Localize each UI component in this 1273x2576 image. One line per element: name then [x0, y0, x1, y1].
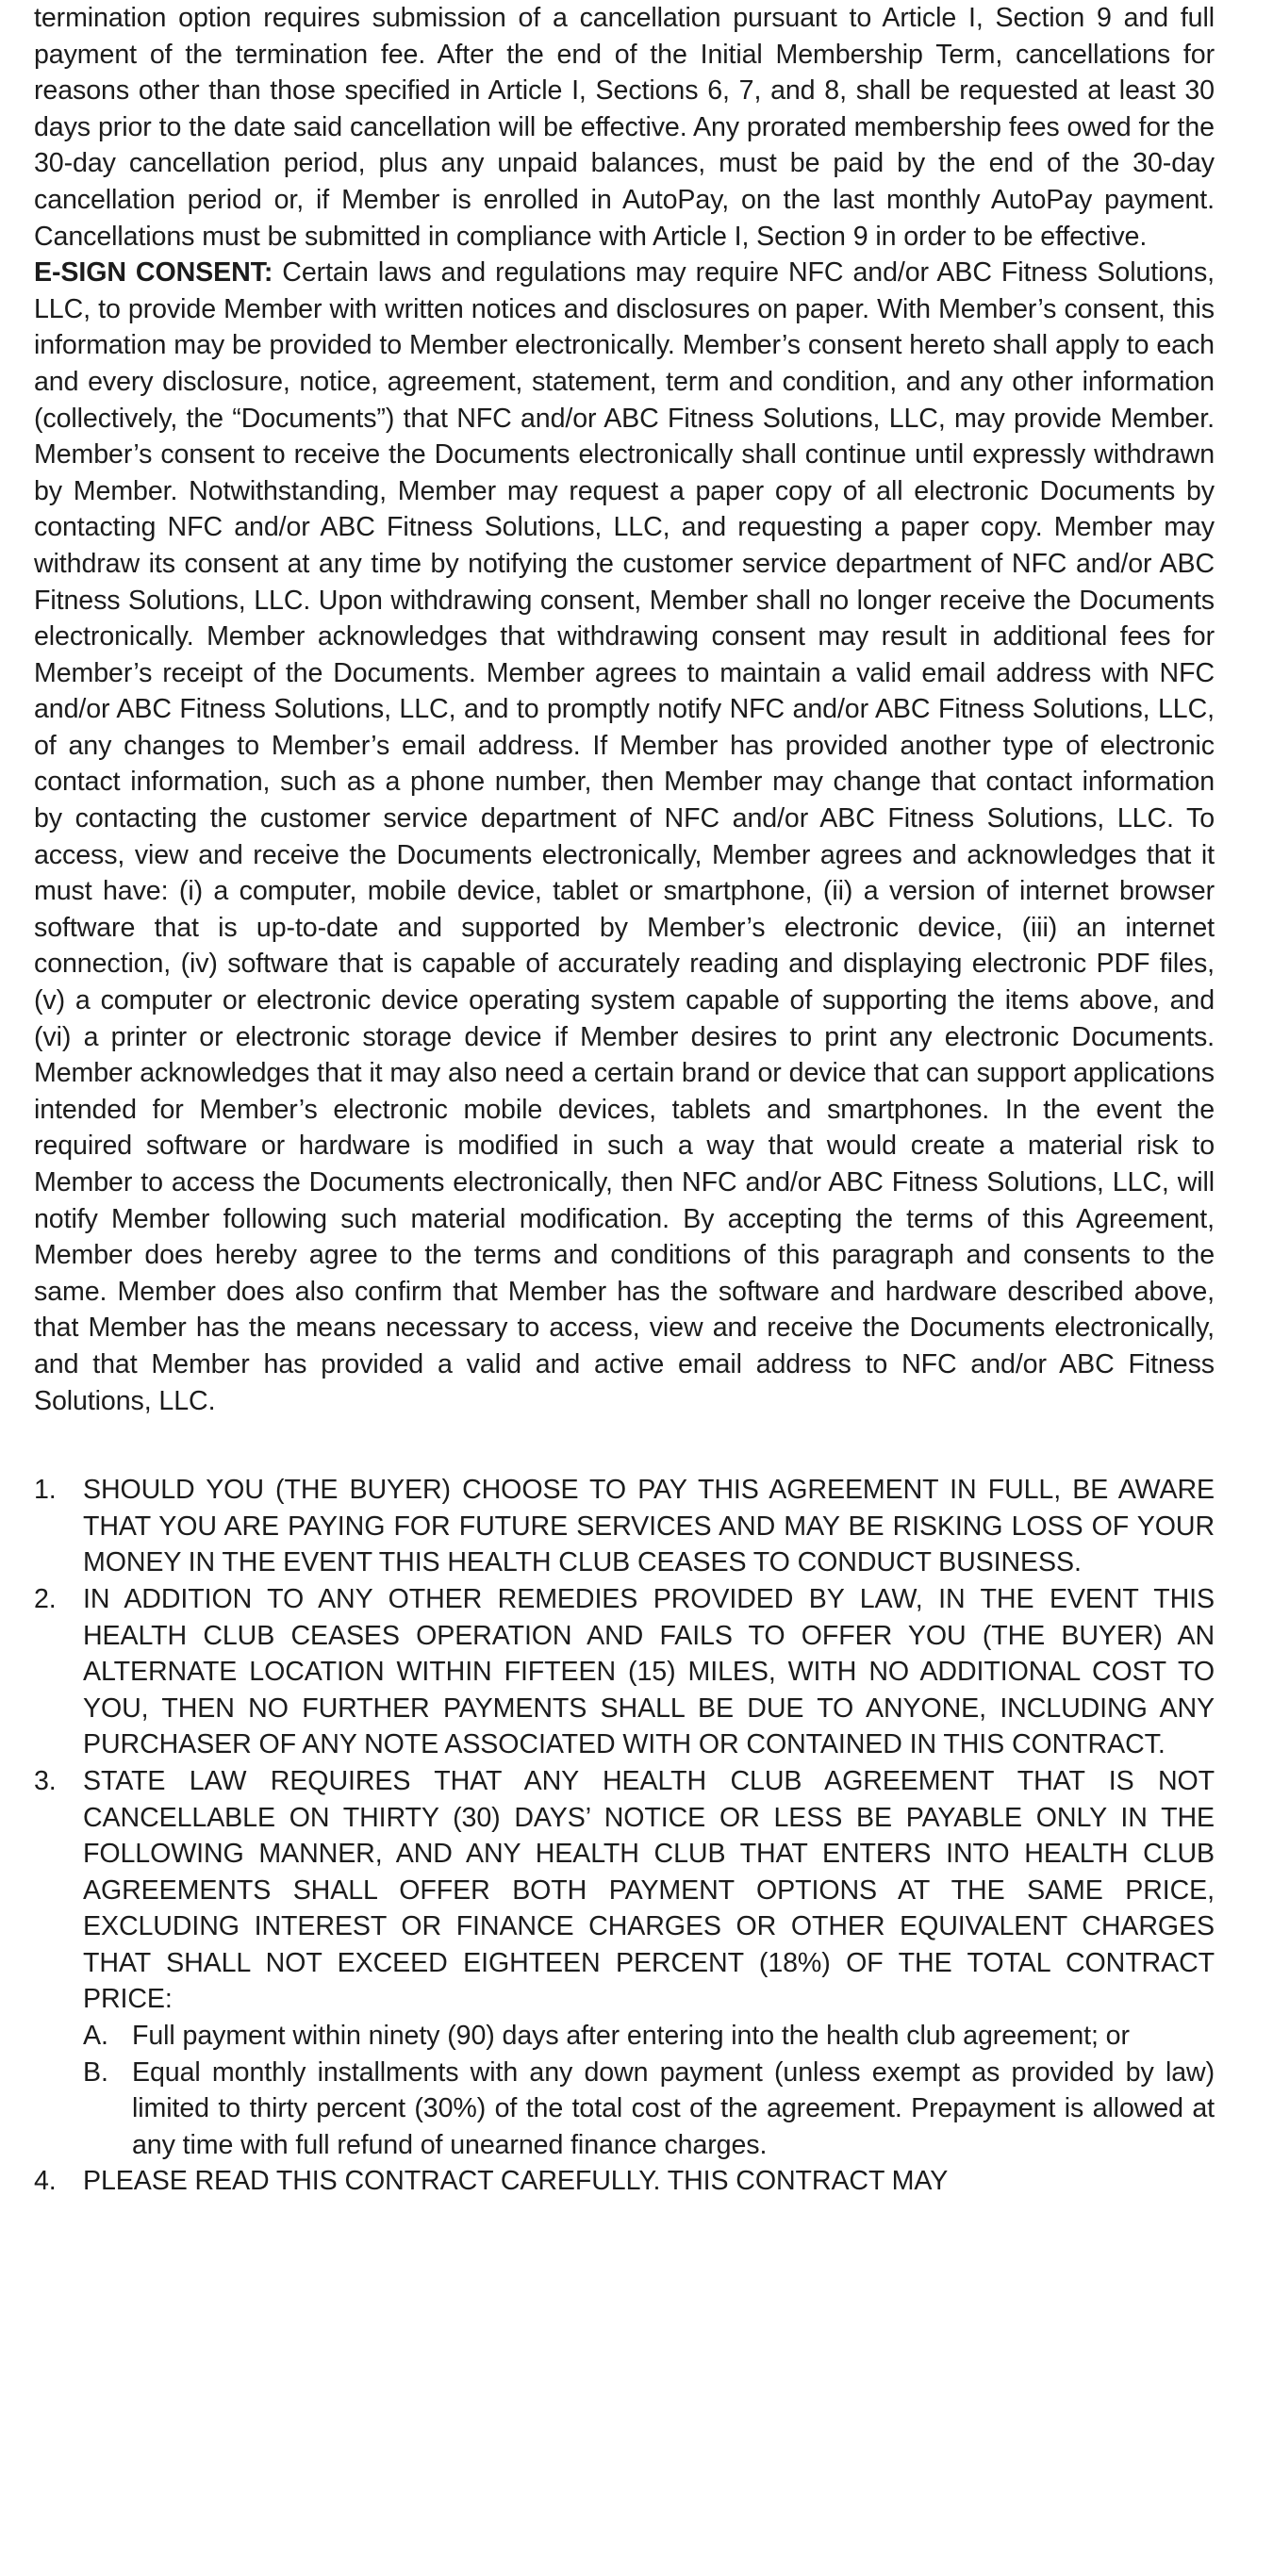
- notice-text: STATE LAW REQUIRES THAT ANY HEALTH CLUB AGREEMENT THAT IS NOT CANCELLABLE ON THIRTY (30) DAYS’ NOTICE OR LESS BE PAYABLE ONLY IN THE FOLLOWING MANNER, AND ANY HEALTH CLUB THAT ENTERS INTO HEALTH CLUB AGREEMENTS SHALL OFFER BOTH PAYMENT OPTIONS AT THE SAME PRICE, EXCLUDING INTEREST OR FINANCE CHARGES OR OTHER EQUIVALENT CHARGES THAT SHALL NOT EXCEED EIGHTEEN PERCENT (18%) OF THE TOTAL CONTRACT PRICE:: [83, 1765, 1215, 2015]
- notice-text: IN ADDITION TO ANY OTHER REMEDIES PROVIDED BY LAW, IN THE EVENT THIS HEALTH CLUB CEASES OPERATION AND FAILS TO OFFER YOU (THE BUYER) AN ALTERNATE LOCATION WITHIN FIFTEEN (15) MILES, WITH NO ADDITIONAL COST TO YOU, THEN NO FURTHER PAYMENTS SHALL BE DUE TO ANYONE, INCLUDING ANY PURCHASER OF ANY NOTE ASSOCIATED WITH OR CONTAINED IN THIS CONTRACT.: [83, 1583, 1215, 1760]
- notice-text: SHOULD YOU (THE BUYER) CHOOSE TO PAY THIS AGREEMENT IN FULL, BE AWARE THAT YOU ARE PAYING FOR FUTURE SERVICES AND MAY BE RISKING LOSS OF YOUR MONEY IN THE EVENT THIS HEALTH CLUB CEASES TO CONDUCT BUSINESS.: [83, 1475, 1215, 1578]
- notice-item-4: [34, 2163, 1215, 2200]
- esign-consent-heading: E-SIGN CONSENT:: [34, 257, 273, 289]
- notice-item-2: [34, 1581, 1215, 1763]
- esign-consent-paragraph: [34, 255, 1215, 1419]
- payment-option-a: [83, 2018, 1215, 2055]
- section-spacer: [34, 1419, 1215, 1472]
- payment-option-list: [83, 2018, 1215, 2163]
- notice-list: [34, 1472, 1215, 2200]
- notice-number: 2.: [34, 1583, 57, 1614]
- option-letter: A.: [83, 2021, 108, 2052]
- intro-paragraph: termination option requires submission of a cancellation pursuant to Article I, Section 9 and full payment of the termination fee. After the end of the Initial Membership Term, cancellations for reasons other than those specified in Article I, Sections 6, 7, and 8, shall be requested at least 30 days prior to the date said cancellation will be effective. Any prorated membership fees owed for the 30-day cancellation period, plus any unpaid balances, must be paid by the end of the 30-day cancellation period or, if Member is enrolled in AutoPay, on the last monthly AutoPay payment. Cancellations must be submitted in compliance with Article I, Section 9 in order to be effective.: [34, 3, 1215, 252]
- option-letter: B.: [83, 2056, 108, 2088]
- notice-text: PLEASE READ THIS CONTRACT CAREFULLY. THIS CONTRACT MAY: [83, 2166, 949, 2197]
- notice-number: 4.: [34, 2166, 57, 2197]
- notice-item-1: [34, 1472, 1215, 1581]
- notice-item-3: [34, 1763, 1215, 2164]
- payment-option-b: [83, 2055, 1215, 2164]
- option-text: Full payment within ninety (90) days after entering into the health club agreement; or: [132, 2021, 1130, 2052]
- esign-consent-body: Certain laws and regulations may require NFC and/or ABC Fitness Solutions, LLC, to provide Member with written notices and disclosures on paper. With Member’s consent, this information may be provided to Member electronically. Member’s consent hereto shall apply to each and every disclosure, notice, agreement, statement, term and condition, and any other information (collectively, the “Documents”) that NFC and/or ABC Fitness Solutions, LLC, may provide Member. Member’s consent to receive the Documents electronically shall continue until expressly withdrawn by Member. Notwithstanding, Member may request a paper copy of all electronic Documents by contacting NFC and/or ABC Fitness Solutions, LLC, and requesting a paper copy. Member may withdraw its consent at any time by notifying the customer service department of NFC and/or ABC Fitness Solutions, LLC. Upon withdrawing consent, Member shall no longer receive the Documents electronically. Member acknowledges that withdrawing consent may result in additional fees for Member’s receipt of the Documents. Member agrees to maintain a valid email address with NFC and/or ABC Fitness Solutions, LLC, and to promptly notify NFC and/or ABC Fitness Solutions, LLC, of any changes to Member’s email address. If Member has provided another type of electronic contact information, such as a phone number, then Member may change that contact information by contacting the customer service department of NFC and/or ABC Fitness Solutions, LLC. To access, view and receive the Documents electronically, Member agrees and acknowledges that it must have: (i) a computer, mobile device, tablet or smartphone, (ii) a version of internet browser software that is up-to-date and supported by Member’s electronic device, (iii) an internet connection, (iv) software that is capable of accurately reading and displaying electronic PDF files, (v) a computer or electronic device operating system capable of supporting the items above, and (vi) a printer or electronic storage device if Member desires to print any electronic Documents. Member acknowledges that it may also need a certain brand or device that can support applications intended for Member’s electronic mobile devices, tablets and smartphones. In the event the required software or hardware is modified in such a way that would create a material risk to Member to access the Documents electronically, then NFC and/or ABC Fitness Solutions, LLC, will notify Member following such material modification. By accepting the terms of this Agreement, Member does hereby agree to the terms and conditions of this paragraph and consents to the same. Member does also confirm that Member has the software and hardware described above, that Member has the means necessary to access, view and receive the Documents electronically, and that Member has provided a valid and active email address to NFC and/or ABC Fitness Solutions, LLC.: [34, 257, 1215, 1416]
- notice-number: 3.: [34, 1765, 57, 1796]
- notice-number: 1.: [34, 1475, 57, 1506]
- option-text: Equal monthly installments with any down payment (unless exempt as provided by law) limited to thirty percent (30%) of the total cost of the agreement. Prepayment is allowed at any time with full refund of unearned finance charges.: [132, 2056, 1215, 2160]
